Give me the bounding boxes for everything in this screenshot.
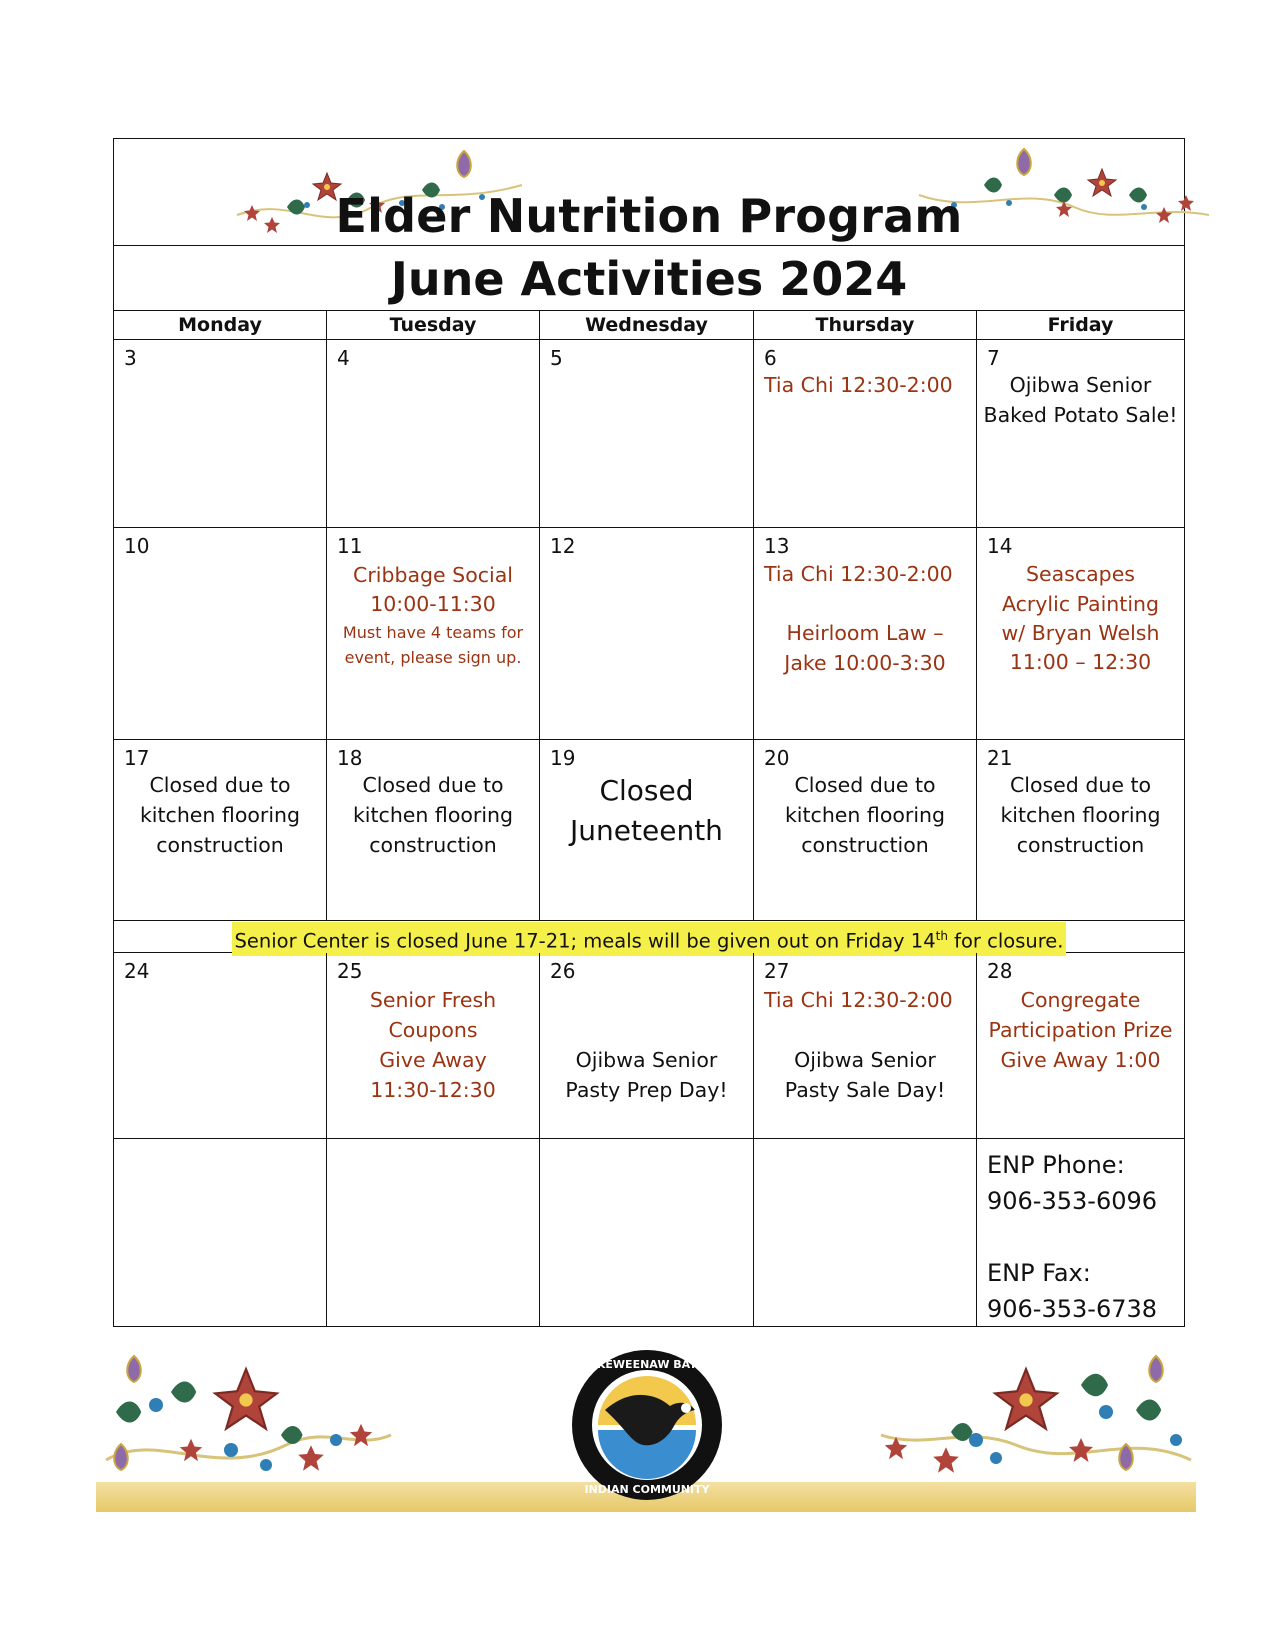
day-number: 3 bbox=[124, 346, 137, 370]
closure-notice-text: Senior Center is closed June 17-21; meals will be given out on Friday 14 bbox=[234, 929, 936, 953]
day-number: 10 bbox=[124, 534, 150, 558]
weekday-header bbox=[114, 311, 1184, 340]
day-cell bbox=[327, 953, 540, 1138]
event-text: Jake 10:00-3:30 bbox=[784, 651, 946, 675]
day-cell bbox=[754, 953, 977, 1138]
weekday-thursday: Thursday bbox=[754, 311, 977, 339]
day-number: 25 bbox=[337, 959, 363, 983]
day-number: 13 bbox=[764, 534, 790, 558]
event-text: Ojibwa Senior bbox=[794, 1048, 936, 1072]
day-cell bbox=[754, 528, 977, 739]
event-text: kitchen flooring bbox=[352, 803, 514, 827]
day-cell bbox=[754, 340, 977, 527]
day-cell bbox=[114, 953, 327, 1138]
contact-row bbox=[114, 1139, 1184, 1326]
closure-notice-text-end: for closure. bbox=[947, 929, 1064, 953]
day-cell bbox=[977, 740, 1184, 920]
day-number: 28 bbox=[987, 959, 1013, 983]
weekday-wednesday: Wednesday bbox=[540, 311, 754, 339]
subtitle-row bbox=[114, 246, 1184, 311]
day-cell bbox=[977, 340, 1184, 527]
event-text: kitchen flooring bbox=[139, 803, 301, 827]
day-number: 4 bbox=[337, 346, 350, 370]
event-text: Senior Fresh bbox=[369, 988, 497, 1012]
event-text: Ojibwa Senior bbox=[575, 1048, 718, 1072]
event-text: Give Away bbox=[379, 1048, 487, 1072]
day-cell bbox=[114, 340, 327, 527]
day-number: 26 bbox=[550, 959, 576, 983]
event-text: Tia Chi 12:30-2:00 bbox=[764, 562, 953, 586]
day-number: 7 bbox=[987, 346, 1000, 370]
event-text: Give Away 1:00 bbox=[1000, 1048, 1161, 1072]
day-cell bbox=[540, 953, 754, 1138]
event-text: Closed due to bbox=[1009, 773, 1152, 797]
day-number: 19 bbox=[550, 746, 576, 770]
page-subtitle: June Activities 2024 bbox=[390, 252, 908, 306]
event-text: Seascapes bbox=[1025, 562, 1135, 586]
day-number: 18 bbox=[337, 746, 363, 770]
weekday-friday: Friday bbox=[1047, 314, 1114, 336]
page-title: Elder Nutrition Program bbox=[335, 189, 963, 243]
event-text: construction bbox=[801, 833, 929, 857]
event-text: Baked Potato Sale! bbox=[983, 403, 1178, 427]
event-text: 10:00-11:30 bbox=[370, 592, 496, 616]
event-text: Closed due to bbox=[362, 773, 504, 797]
event-text: Closed due to bbox=[794, 773, 936, 797]
footer-decoration bbox=[96, 1340, 1196, 1512]
event-text: w/ Bryan Welsh bbox=[1001, 621, 1160, 645]
event-text: kitchen flooring bbox=[784, 803, 946, 827]
day-number: 17 bbox=[124, 746, 150, 770]
event-text: Cribbage Social bbox=[353, 563, 513, 587]
week-row bbox=[114, 528, 1184, 740]
closure-notice-row bbox=[114, 921, 1184, 953]
day-number: 27 bbox=[764, 959, 790, 983]
event-text: Pasty Sale Day! bbox=[784, 1078, 946, 1102]
empty-cell bbox=[540, 1139, 754, 1326]
day-cell bbox=[540, 528, 754, 739]
event-note: Must have 4 teams for bbox=[342, 623, 524, 642]
event-text: construction bbox=[1016, 833, 1145, 857]
day-number: 20 bbox=[764, 746, 790, 770]
day-cell bbox=[327, 740, 540, 920]
empty-cell bbox=[327, 1139, 540, 1326]
event-text: Congregate bbox=[1020, 988, 1141, 1012]
event-text: Closed due to bbox=[149, 773, 291, 797]
phone-number: 906-353-6096 bbox=[987, 1187, 1158, 1215]
day-number: 6 bbox=[764, 346, 777, 370]
closure-notice-sup: th bbox=[935, 929, 948, 943]
day-number: 11 bbox=[337, 534, 363, 558]
day-cell bbox=[327, 528, 540, 739]
logo-bottom-text: INDIAN COMMUNITY bbox=[584, 1483, 710, 1496]
day-cell bbox=[540, 340, 754, 527]
day-cell bbox=[327, 340, 540, 527]
logo-top-text: KEWEENAW BAY bbox=[596, 1358, 698, 1371]
day-number: 14 bbox=[987, 534, 1013, 558]
event-text: construction bbox=[156, 833, 284, 857]
phone-label: ENP Phone: bbox=[987, 1151, 1125, 1179]
event-text: Heirloom Law – bbox=[786, 621, 944, 645]
keweenaw-bay-logo bbox=[570, 1348, 724, 1502]
event-text: Closed bbox=[599, 774, 694, 807]
day-number: 5 bbox=[550, 346, 563, 370]
day-number: 21 bbox=[987, 746, 1013, 770]
day-cell bbox=[754, 740, 977, 920]
event-text: 11:00 – 12:30 bbox=[1009, 650, 1152, 674]
fax-number: 906-353-6738 bbox=[987, 1295, 1158, 1323]
day-cell bbox=[114, 740, 327, 920]
weekday-tuesday: Tuesday bbox=[327, 311, 540, 339]
week-row bbox=[114, 953, 1184, 1139]
day-number: 24 bbox=[124, 959, 150, 983]
event-text: kitchen flooring bbox=[1000, 803, 1161, 827]
week-row bbox=[114, 740, 1184, 921]
event-text: Tia Chi 12:30-2:00 bbox=[764, 988, 953, 1012]
day-cell bbox=[977, 953, 1184, 1138]
empty-cell bbox=[114, 1139, 327, 1326]
floral-border-left bbox=[96, 1340, 396, 1490]
event-text: Coupons bbox=[388, 1018, 478, 1042]
event-text: construction bbox=[369, 833, 497, 857]
contact-cell bbox=[977, 1139, 1184, 1326]
day-cell bbox=[540, 740, 754, 920]
contact-info bbox=[987, 1147, 1157, 1327]
week-row bbox=[114, 340, 1184, 528]
event-text: Pasty Prep Day! bbox=[565, 1078, 728, 1102]
calendar bbox=[113, 138, 1185, 1327]
closure-notice bbox=[232, 922, 1065, 956]
day-number: 12 bbox=[550, 534, 576, 558]
event-text: Tia Chi 12:30-2:00 bbox=[764, 373, 953, 397]
event-text: Acrylic Painting bbox=[1001, 592, 1160, 616]
empty-cell bbox=[754, 1139, 977, 1326]
fax-label: ENP Fax: bbox=[987, 1259, 1091, 1287]
event-text: 11:30-12:30 bbox=[370, 1078, 496, 1102]
event-text: Juneteenth bbox=[570, 814, 723, 847]
event-note: event, please sign up. bbox=[344, 648, 522, 667]
event-text: Participation Prize bbox=[988, 1018, 1173, 1042]
title-row bbox=[114, 139, 1184, 246]
event-text: Ojibwa Senior bbox=[1009, 373, 1152, 397]
day-cell bbox=[977, 528, 1184, 739]
day-cell bbox=[114, 528, 327, 739]
floral-border-right bbox=[876, 1340, 1196, 1490]
weekday-monday: Monday bbox=[114, 311, 327, 339]
